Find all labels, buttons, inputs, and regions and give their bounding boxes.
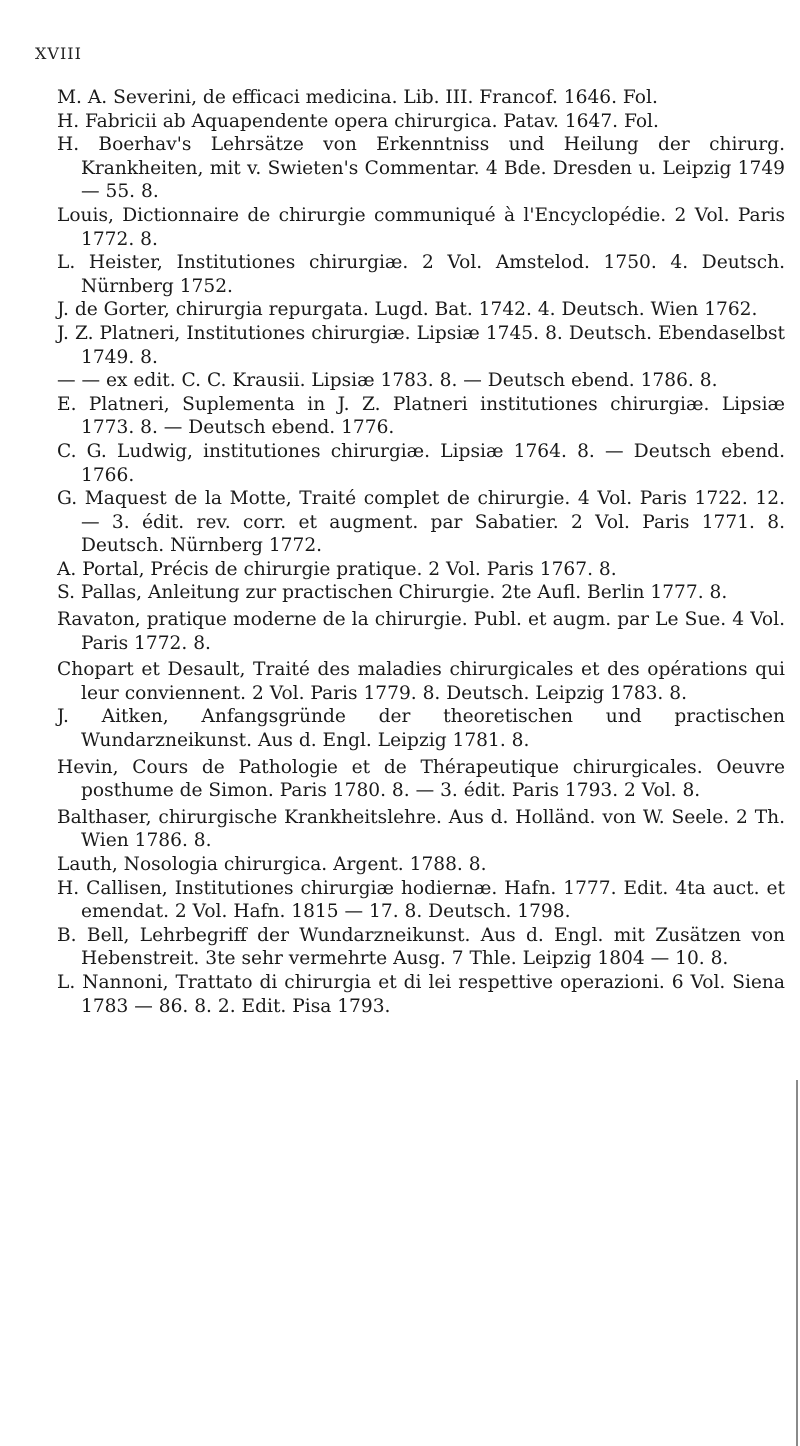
bibliography-entry-severini: M. A. Severini, de efficaci medicina. Lib. III. Francof. 1646. Fol. bbox=[57, 87, 658, 108]
bibliography-entry-platneri: J. Z. Platneri, Institutiones chirurgiæ. Lipsiæ 1745. 8. Deutsch. Ebendaselbst 1749. 8. bbox=[57, 322, 785, 368]
bibliography-entry-portal: A. Portal, Précis de chirurgie pratique. 2 Vol. Paris 1767. 8. bbox=[57, 558, 617, 580]
bibliography-entry-bell: B. Bell, Lehrbegriff der Wundarzneikunst. Aus d. Engl. mit Zusätzen von Hebenstreit. 3te sehr vermehrte Ausg. 7 Thle. Leipzig 1804 — 10. 8. bbox=[57, 924, 785, 970]
bibliography-entry-lauth: Lauth, Nosologia chirurgica. Argent. 1788. 8. bbox=[57, 854, 487, 875]
page-edge-shadow bbox=[796, 1080, 798, 1446]
bibliography-entry-louis: Louis, Dictionnaire de chirurgie communiqué à l'Encyclopédie. 2 Vol. Paris 1772. 8. bbox=[57, 204, 785, 250]
bibliography-entry-ludwig: C. G. Ludwig, institutiones chirurgiæ. Lipsiæ 1764. 8. — Deutsch ebend. 1766. bbox=[57, 440, 785, 486]
bibliography-entry-krausii: — — ex edit. C. C. Krausii. Lipsiæ 1783. 8. — Deutsch ebend. 1786. 8. bbox=[57, 370, 718, 392]
bibliography-entry-hevin: Hevin, Cours de Pathologie et de Thérapeutique chirurgicales. Oeuvre posthume de Simon. Paris 1780. 8. — 3. édit. Paris 1793. 2 Vol. 8. bbox=[57, 756, 785, 802]
bibliography-entry-chopart: Chopart et Desault, Traité des maladies chirurgicales et des opérations qui leur conviennent. 2 Vol. Paris 1779. 8. Deutsch. Leipzig 1783. 8. bbox=[57, 659, 785, 704]
page-number: XVIII bbox=[35, 44, 82, 63]
bibliography-entry-nannoni: L. Nannoni, Trattato di chirurgia et di lei respettive operazioni. 6 Vol. Siena 1783 — 86. 8. 2. Edit. Pisa 1793. bbox=[57, 971, 785, 1017]
bibliography-entry-boerhave: H. Boerhav's Lehrsätze von Erkenntniss und Heilung der chirurg. Krankheiten, mit v. Swieten's Commentar. 4 Bde. Dresden u. Leipzig 1749 — 55. 8. bbox=[57, 134, 785, 203]
bibliography-entry-platneri-suplementa: E. Platneri, Suplementa in J. Z. Platneri institutiones chirurgiæ. Lipsiæ 1773. 8. — Deutsch ebend. 1776. bbox=[57, 393, 785, 439]
bibliography-entry-motte: G. Maquest de la Motte, Traité complet de chirurgie. 4 Vol. Paris 1722. 12. — 3. édit. rev. corr. et augment. par Sabatier. 2 Vol. Paris 1771. 8. Deutsch. Nürnberg 1772. bbox=[57, 488, 785, 557]
bibliography-entry-pallas: S. Pallas, Anleitung zur practischen Chirurgie. 2te Aufl. Berlin 1777. 8. bbox=[57, 582, 728, 604]
bibliography-entry-fabricii: H. Fabricii ab Aquapendente opera chirurgica. Patav. 1647. Fol. bbox=[57, 110, 659, 132]
bibliography-entry-callisen: H. Callisen, Institutiones chirurgiæ hodiernæ. Hafn. 1777. Edit. 4ta auct. et emendat. 2 Vol. Hafn. 1815 — 17. 8. Deutsch. 1798. bbox=[57, 877, 785, 923]
bibliography-entry-aitken: J. Aitken, Anfangsgründe der theoretischen und practischen Wundarzneikunst. Aus d. Engl. Leipzig 1781. 8. bbox=[57, 706, 785, 752]
bibliography-entry-gorter: J. de Gorter, chirurgia repurgata. Lugd. Bat. 1742. 4. Deutsch. Wien 1762. bbox=[57, 299, 758, 321]
bibliography-entry-ravaton: Ravaton, pratique moderne de la chirurgie. Publ. et augm. par Le Sue. 4 Vol. Paris 1772. 8. bbox=[57, 609, 785, 654]
bibliography-entry-balthaser: Balthaser, chirurgische Krankheitslehre. Aus d. Holländ. von W. Seele. 2 Th. Wien 1786. 8. bbox=[57, 806, 785, 852]
bibliography-entry-heister: L. Heister, Institutiones chirurgiæ. 2 Vol. Amstelod. 1750. 4. Deutsch. Nürnberg 1752. bbox=[57, 252, 785, 297]
bibliography-list bbox=[57, 86, 785, 1018]
